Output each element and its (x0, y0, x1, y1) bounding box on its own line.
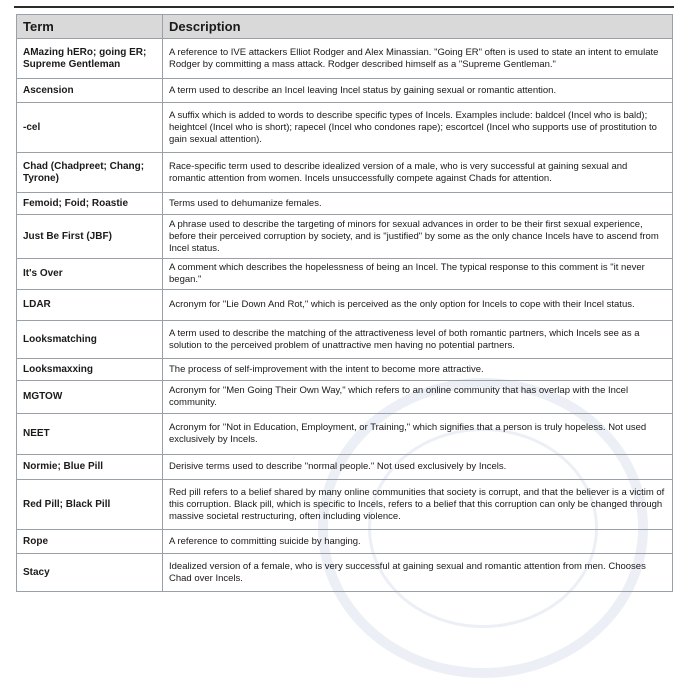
table-row (17, 530, 673, 554)
description-cell: Acronym for "Lie Down And Rot," which is perceived as the only option for Incels to cope with their Incel status. (163, 290, 673, 321)
description-cell: Acronym for "Men Going Their Own Way," which refers to an online community that has overlap with the Incel community. (163, 381, 673, 414)
term-cell: Looksmaxxing (17, 359, 163, 381)
top-rule (14, 6, 674, 8)
description-cell: A term used to describe an Incel leaving Incel status by gaining sexual or romantic attention. (163, 79, 673, 103)
table-row (17, 381, 673, 414)
table-row (17, 359, 673, 381)
table-row (17, 290, 673, 321)
description-cell: A phrase used to describe the targeting of minors for sexual advances in order to be their first sexual experience, before their perceived corruption by society, and is "justified" by some as the only chance Incels have to ascend from Incel status. (163, 215, 673, 259)
description-cell: Terms used to dehumanize females. (163, 193, 673, 215)
term-cell: AMazing hERo; going ER; Supreme Gentleman (17, 39, 163, 79)
term-cell: Stacy (17, 554, 163, 592)
table-row (17, 153, 673, 193)
description-cell: Derisive terms used to describe "normal people." Not used exclusively by Incels. (163, 455, 673, 480)
table-row (17, 480, 673, 530)
term-cell: Ascension (17, 79, 163, 103)
term-column-header: Term (17, 15, 163, 39)
description-column-header: Description (163, 15, 673, 39)
term-cell: Red Pill; Black Pill (17, 480, 163, 530)
term-cell: Normie; Blue Pill (17, 455, 163, 480)
description-cell: Race-specific term used to describe idealized version of a male, who is very successful at gaining sexual and romantic attention from women. Incels unsuccessfully compete against Chads for attention. (163, 153, 673, 193)
term-cell: NEET (17, 414, 163, 455)
table-row (17, 414, 673, 455)
table-row (17, 103, 673, 153)
table-row (17, 321, 673, 359)
term-cell: It's Over (17, 259, 163, 290)
term-cell: Chad (Chadpreet; Chang; Tyrone) (17, 153, 163, 193)
description-cell: The process of self-improvement with the intent to become more attractive. (163, 359, 673, 381)
table-row (17, 554, 673, 592)
description-cell: Idealized version of a female, who is very successful at gaining sexual and romantic attention from men. Chooses Chad over Incels. (163, 554, 673, 592)
description-cell: A suffix which is added to words to describe specific types of Incels. Examples include: baldcel (Incel who is bald); heightcel (Incel who is short); rapecel (Incel who condones rape); escortcel (Incel who supports use of prostitution to gain sexual attention). (163, 103, 673, 153)
term-cell: Femoid; Foid; Roastie (17, 193, 163, 215)
table-row (17, 455, 673, 480)
term-cell: Rope (17, 530, 163, 554)
table-body (17, 39, 673, 592)
description-cell: A comment which describes the hopelessness of being an Incel. The typical response to this comment is "it never began." (163, 259, 673, 290)
description-cell: A reference to committing suicide by hanging. (163, 530, 673, 554)
description-cell: Acronym for "Not in Education, Employment, or Training," which signifies that a person is truly hopeless. Not used exclusively by Incels. (163, 414, 673, 455)
table-row (17, 39, 673, 79)
term-cell: MGTOW (17, 381, 163, 414)
term-cell: -cel (17, 103, 163, 153)
header-row (17, 15, 673, 39)
table-row (17, 259, 673, 290)
term-cell: Just Be First (JBF) (17, 215, 163, 259)
table-row (17, 215, 673, 259)
description-cell: A term used to describe the matching of the attractiveness level of both romantic partners, which Incels see as a solution to the perceived problem of unattractive men having no potential partners. (163, 321, 673, 359)
description-cell: A reference to IVE attackers Elliot Rodger and Alex Minassian. "Going ER" often is used to state an intent to emulate Rodger by committing a mass attack. Rodger described himself as a "Supreme Gentleman." (163, 39, 673, 79)
term-cell: LDAR (17, 290, 163, 321)
term-cell: Looksmatching (17, 321, 163, 359)
table-header (17, 15, 673, 39)
table-row (17, 193, 673, 215)
table-row (17, 79, 673, 103)
description-cell: Red pill refers to a belief shared by many online communities that society is corrupt, and that the believer is a victim of this corruption. Black pill, which is specific to Incels, refers to a belief that this corruption can only be changed through massive societal restructuring, often including violence. (163, 480, 673, 530)
glossary-table (16, 14, 673, 592)
